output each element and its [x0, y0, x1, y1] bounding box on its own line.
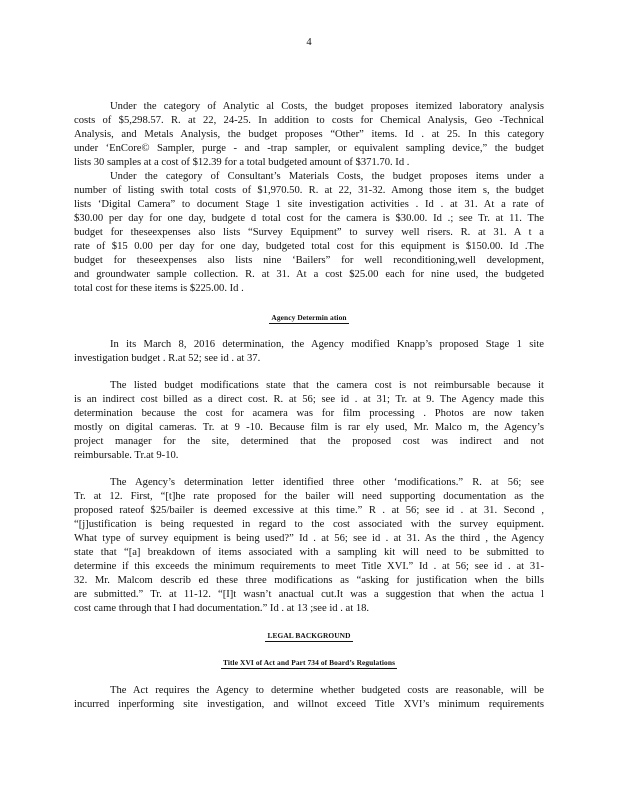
paragraph-analytical-costs [74, 100, 544, 170]
text-line: Under the category of Consultant’s Materials Costs, the budget proposes items under a [110, 171, 544, 182]
text-line: The listed budget modifications state that the camera cost is not reimbursable because it [110, 380, 544, 391]
text-line: number of listing swith total costs of $1,970.50. R. at 22, 31-32. Among those item s, the budget [74, 185, 544, 196]
text-line: are submitted.” Tr. at 11-12. “[I]t wasn’t anactual cut.It was a suggestion that when the actua l [74, 589, 544, 600]
text-line: lists ‘Digital Camera” to document Stage 1 site investigation activities . Id . at 31. At a rate of [74, 199, 544, 210]
heading-agency-determination [0, 313, 618, 322]
text-line: state that “[a] breakdown of items associated with a sampling kit will need to be submitted to [74, 547, 544, 558]
text-line: 32. Mr. Malcom describ ed these three modifications as “asking for justification when the bills [74, 575, 544, 586]
text-line: lists 30 samples at a cost of $12.39 for a total budgeted amount of $371.70. Id . [74, 157, 410, 168]
text-line: The Agency’s determination letter identified three other ‘modifications.” R. at 56; see [110, 477, 544, 488]
heading-title-xvi [0, 658, 618, 667]
heading-legal-background [0, 631, 618, 640]
text-line: project manager for the site, determined that the proposed cost was indirect and not [74, 436, 544, 447]
page-number: 4 [306, 37, 312, 48]
text-line: determination because the cost for acamera was for film processing . Photos are now taken [74, 408, 544, 419]
text-line: costs of $5,298.57. R. at 22, 24-25. In addition to costs for Chemical Analysis, Geo -Technical [74, 115, 544, 126]
text-line: rate of $15 0.00 per day for one day, budgeted total cost for this equipment is $150.00. Id .The [74, 241, 544, 252]
text-line: What type of survey equipment is being used?” Id . at 56; see id . at 31. As the third , the Agency [74, 533, 544, 544]
text-line: In its March 8, 2016 determination, the Agency modified Knapp’s proposed Stage 1 site [110, 339, 544, 350]
text-line: determine if this exceeds the minimum requirements to meet Title XVI.” Id . at 56; see id . at 31- [74, 561, 544, 572]
text-line: budget for theseexpenses also lists “Survey Equipment” to survey well risers. R. at 31. A t a [74, 227, 544, 238]
text-line: $30.00 per day for one day, budgete d total cost for the camera is $30.00. Id .; see Tr. at 11. The [74, 213, 544, 224]
paragraph-march-determination [74, 338, 544, 366]
text-line: cost came through that I had documentation.” Id . at 13 ;see id . at 18. [74, 603, 370, 614]
text-line: The Act requires the Agency to determine whether budgeted costs are reasonable, will be [110, 685, 544, 696]
heading-text: Title XVI of Act and Part 734 of Board’s Regulations [222, 658, 396, 667]
text-line: incurred inperforming site investigation, and willnot exceed Title XVI’s minimum requirements [74, 699, 544, 710]
paragraph-consultant-materials [74, 170, 544, 296]
text-line: Analysis, and Metals Analysis, the budget proposes “Other” items. Id . at 25. In this category [74, 129, 544, 140]
text-line: investigation budget . R.at 52; see id . at 37. [74, 353, 261, 364]
heading-text: LEGAL BACKGROUND [267, 631, 351, 640]
paragraph-camera-modification [74, 379, 544, 463]
text-line: under ‘EnCore© Sampler, purge - and -trap sampler, or equivalent sampling device,” the budget [74, 143, 544, 154]
paragraph-act-requires [74, 684, 544, 712]
heading-text: Agency Determin ation [271, 313, 347, 322]
text-line: mostly on digital cameras. Tr. at 9 -10. Because film is rar ely used, Mr. Malco m, the Agency’s [74, 422, 544, 433]
text-line: is an indirect cost billed as a direct cost. R. at 56; see id . at 31; Tr. at 9. The Agency made this [74, 394, 544, 405]
paragraph-other-modifications [74, 476, 544, 616]
text-line: and groundwater sample collection. R. at 31. At a cost $25.00 each for nine used, the budgeted [74, 269, 544, 280]
text-line: “[j]ustification is being requested in regard to the cost associated with the survey equipment. [74, 519, 544, 530]
text-line: budget for theseexpenses also lists nine ‘Bailers” for well reconditioning,well development, [74, 255, 544, 266]
text-line: reimbursable. Tr.at 9-10. [74, 450, 179, 461]
text-line: proposed rateof $25/bailer is deemed excessive at this time.” R . at 56; see id . at 31. Second , [74, 505, 544, 516]
text-line: Tr. at 12. First, “[t]he rate proposed for the bailer will need supporting documentation as the [74, 491, 544, 502]
text-line: total cost for these items is $225.00. Id . [74, 283, 244, 294]
text-line: Under the category of Analytic al Costs, the budget proposes itemized laboratory analysis [110, 101, 544, 112]
